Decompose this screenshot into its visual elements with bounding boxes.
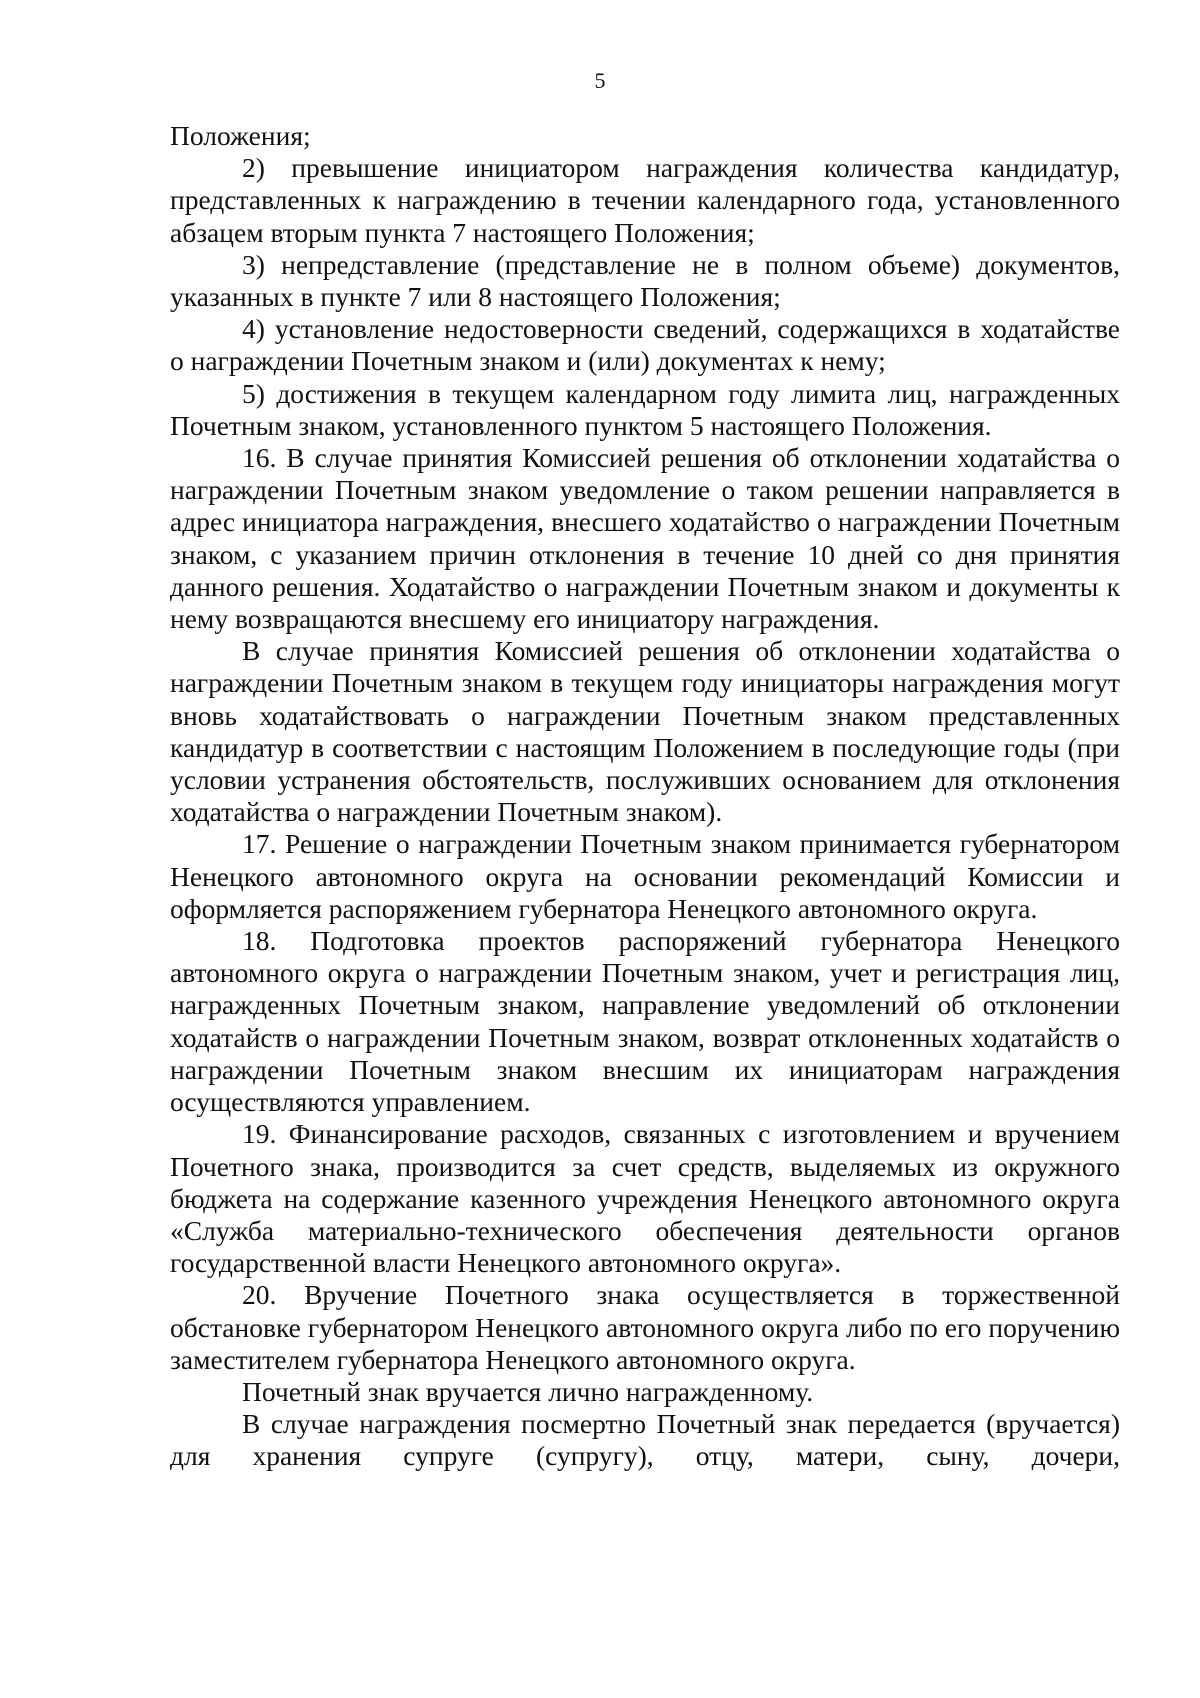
paragraph-16-continued: В случае принятия Комиссией решения об отклонении ходатайства о награждении Почетным знаком в текущем году инициаторы награждения могут вновь ходатайствовать о награждении Почетным знаком представленных кандидатур в соответствии с настоящим Положением в последующие годы (при условии устранения обстоятельств, послуживших основанием для отклонения ходатайства о награждении Почетным знаком).	[170, 635, 1120, 828]
paragraph-item-3: 3) непредставление (представление не в полном объеме) документов, указанных в пункте 7 или 8 настоящего Положения;	[170, 248, 1120, 313]
paragraph-continuation: Положения;	[170, 120, 311, 151]
paragraph-item-5: 5) достижения в текущем календарном году лимита лиц, награжденных Почетным знаком, установленного пунктом 5 настоящего Положения.	[170, 377, 1120, 441]
document-body	[170, 120, 1120, 1473]
page-number: 5	[594, 68, 606, 93]
paragraph-item-4: 4) установление недостоверности сведений, содержащихся в ходатайстве о награждении Почетным знаком и (или) документах к нему;	[170, 313, 1120, 377]
paragraph-20-posthumous: В случае награждения посмертно Почетный знак передается (вручается) для хранения супруге (супругу), отцу, матери, сыну, дочери,	[170, 1408, 1120, 1472]
paragraph-20-personal-award: Почетный знак вручается лично награжденному.	[242, 1375, 814, 1407]
paragraph-18: 18. Подготовка проектов распоряжений губернатора Ненецкого автономного округа о награждении Почетным знаком, учет и регистрация лиц, награжденных Почетным знаком, направление уведомлений об отклонении ходатайств о награждении Почетным знаком, возврат отклоненных ходатайств о награждении Почетным знаком внесшим их инициаторам награждения осуществляются управлением.	[170, 925, 1120, 1118]
paragraph-16: 16. В случае принятия Комиссией решения об отклонении ходатайства о награждении Почетным знаком уведомление о таком решении направляется в адрес инициатора награждения, внесшего ходатайство о награждении Почетным знаком, с указанием причин отклонения в течение 10 дней со дня принятия данного решения. Ходатайство о награждении Почетным знаком и документы к нему возвращаются внесшему его инициатору награждения.	[170, 442, 1120, 635]
paragraph-20: 20. Вручение Почетного знака осуществляется в торжественной обстановке губернатором Ненецкого автономного округа либо по его поручению заместителем губернатора Ненецкого автономного округа.	[170, 1279, 1120, 1375]
paragraph-17: 17. Решение о награждении Почетным знаком принимается губернатором Ненецкого автономного округа на основании рекомендаций Комиссии и оформляется распоряжением губернатора Ненецкого автономного округа.	[170, 828, 1120, 924]
paragraph-19: 19. Финансирование расходов, связанных с изготовлением и вручением Почетного знака, производится за счет средств, выделяемых из окружного бюджета на содержание казенного учреждения Ненецкого автономного округа «Служба материально-технического обеспечения деятельности органов государственной власти Ненецкого автономного округа».	[170, 1118, 1120, 1279]
paragraph-item-2: 2) превышение инициатором награждения количества кандидатур, представленных к награждению в течении календарного года, установленного абзацем вторым пункта 7 настоящего Положения;	[170, 152, 1120, 248]
